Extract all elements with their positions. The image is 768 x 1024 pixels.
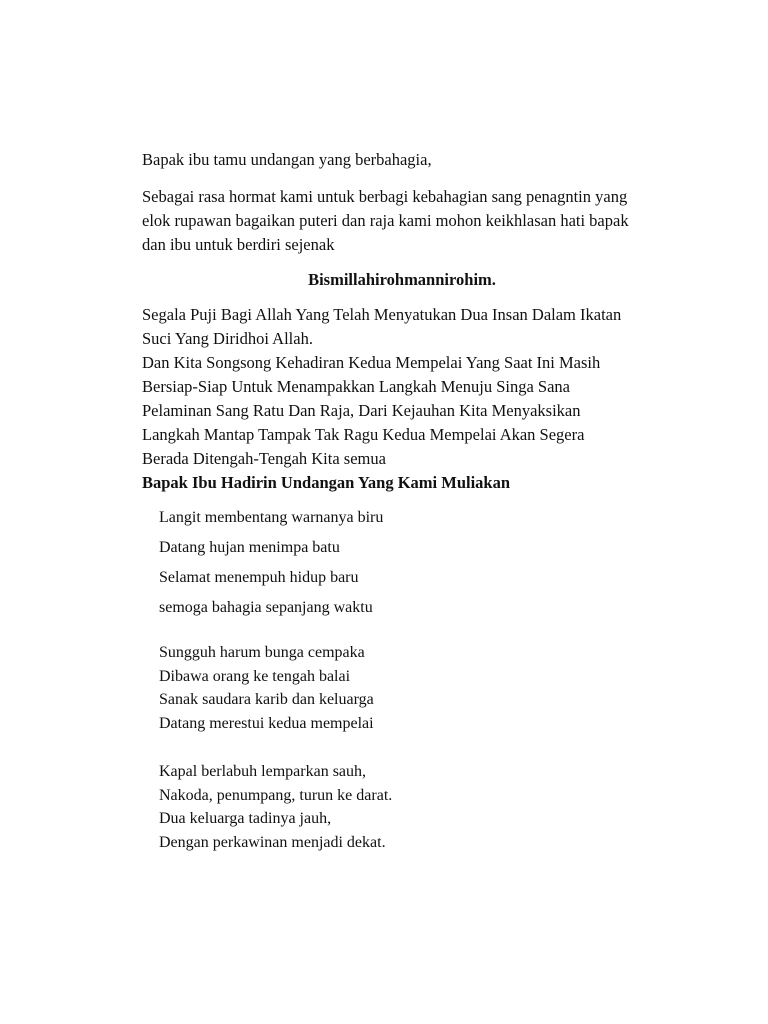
bismillah-heading: Bismillahirohmannirohim. xyxy=(308,270,496,289)
pantun-line: Dengan perkawinan menjadi dekat. xyxy=(159,833,386,851)
body-paragraph xyxy=(142,303,662,471)
pantun-line: Sanak saudara karib dan keluarga xyxy=(159,691,374,708)
intro-line: dan ibu untuk berdiri sejenak xyxy=(142,235,335,254)
pantun-line: Kapal berlabuh lemparkan sauh, xyxy=(159,763,367,780)
pantun-stanza-1 xyxy=(159,503,662,623)
greeting-line: Bapak ibu tamu undangan yang berbahagia, xyxy=(142,150,432,169)
pantun-line: Dibawa orang ke tengah balai xyxy=(159,667,351,685)
body-line: Pelaminan Sang Ratu Dan Raja, Dari Kejauhan Kita Menyaksikan xyxy=(142,401,581,420)
pantun-line: Datang hujan menimpa batu xyxy=(159,539,340,556)
body-line: Bersiap-Siap Untuk Menampakkan Langkah Menuju Singa Sana xyxy=(142,377,570,396)
intro-paragraph xyxy=(142,185,662,257)
intro-line: Sebagai rasa hormat kami untuk berbagi kebahagian sang penagntin yang xyxy=(142,187,628,206)
document-body xyxy=(142,148,662,854)
body-line: Segala Puji Bagi Allah Yang Telah Menyatukan Dua Insan Dalam Ikatan xyxy=(142,305,622,324)
pantun-line: Nakoda, penumpang, turun ke darat. xyxy=(159,786,393,804)
intro-line: elok rupawan bagaikan puteri dan raja kami mohon keikhlasan hati bapak xyxy=(142,211,629,230)
address-heading: Bapak Ibu Hadirin Undangan Yang Kami Muliakan xyxy=(142,473,511,492)
pantun-line: semoga bahagia sepanjang waktu xyxy=(159,599,373,616)
body-line: Berada Ditengah-Tengah Kita semua xyxy=(142,449,386,468)
pantun-line: Dua keluarga tadinya jauh, xyxy=(159,810,332,827)
body-line: Suci Yang Diridhoi Allah. xyxy=(142,329,313,348)
pantun-line: Langit membentang warnanya biru xyxy=(159,509,384,526)
pantun-line: Sungguh harum bunga cempaka xyxy=(159,644,365,661)
pantun-line: Selamat menempuh hidup baru xyxy=(159,569,359,586)
pantun-stanza-3 xyxy=(159,760,662,854)
body-line: Dan Kita Songsong Kehadiran Kedua Mempelai Yang Saat Ini Masih xyxy=(142,353,601,372)
body-line: Langkah Mantap Tampak Tak Ragu Kedua Mempelai Akan Segera xyxy=(142,425,585,444)
pantun-stanza-2 xyxy=(159,641,662,735)
pantun-line: Datang merestui kedua mempelai xyxy=(159,714,374,732)
